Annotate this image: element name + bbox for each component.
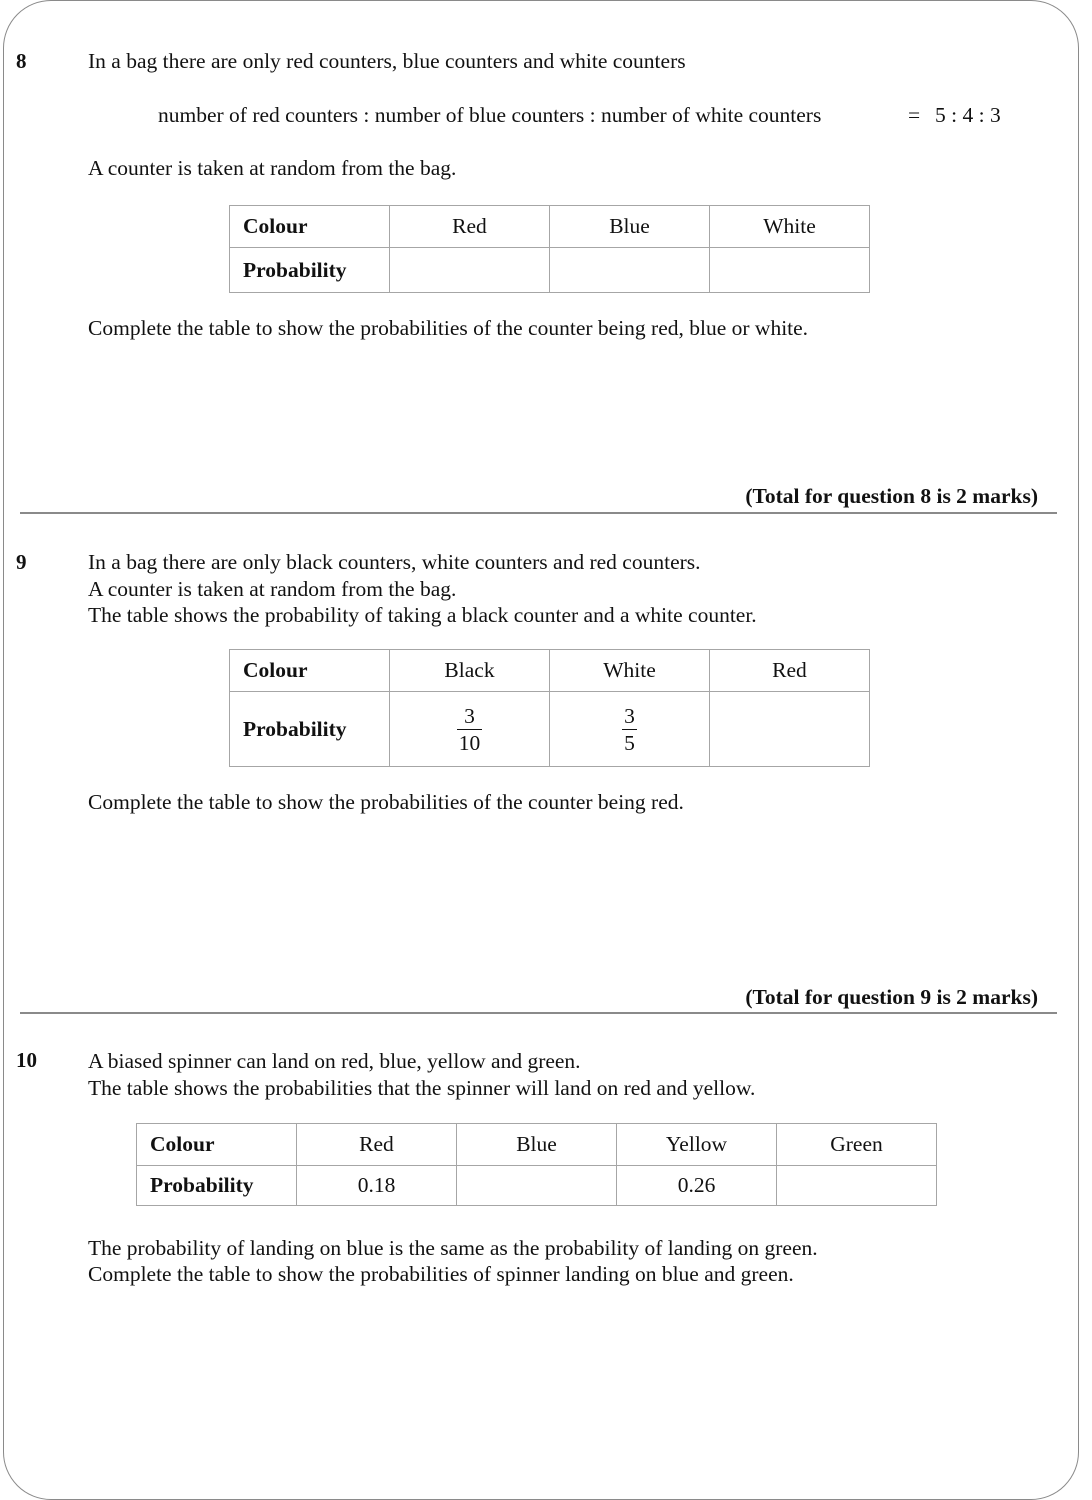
column-blue: Blue: [550, 206, 710, 248]
answer-cell-green[interactable]: [777, 1166, 937, 1206]
answer-cell-red[interactable]: [390, 248, 550, 293]
question-9-total: (Total for question 9 is 2 marks): [745, 985, 1038, 1009]
column-red: Red: [710, 650, 870, 692]
question-9-line-2: A counter is taken at random from the bag.: [88, 577, 457, 601]
column-white: White: [550, 650, 710, 692]
fraction-numerator: 3: [464, 703, 475, 728]
question-8-instruction: Complete the table to show the probabilities of the counter being red, blue or white.: [88, 316, 809, 340]
probability-cell-red: 0.18: [297, 1166, 457, 1206]
question-9-line-3: The table shows the probability of taking a black counter and a white counter.: [88, 603, 757, 627]
table-header-label: Colour: [230, 206, 390, 248]
probability-cell-yellow: 0.26: [617, 1166, 777, 1206]
table-probability-row: [230, 692, 870, 767]
question-8-ratio-text: number of red counters : number of blue counters : number of white counters: [158, 103, 822, 127]
column-black: Black: [390, 650, 550, 692]
table-header-label: Colour: [230, 650, 390, 692]
probability-cell-white: [550, 692, 710, 767]
question-8-random: A counter is taken at random from the bag.: [88, 156, 457, 180]
question-8-number: 8: [16, 49, 27, 73]
answer-cell-white[interactable]: [710, 248, 870, 293]
column-green: Green: [777, 1124, 937, 1166]
divider: [20, 1012, 1057, 1014]
probability-cell-black: [390, 692, 550, 767]
answer-cell-red[interactable]: [710, 692, 870, 767]
table-row-label: Probability: [230, 692, 390, 767]
question-8-intro: In a bag there are only red counters, blue counters and white counters: [88, 49, 686, 73]
answer-cell-blue[interactable]: [457, 1166, 617, 1206]
question-9-instruction: Complete the table to show the probabilities of the counter being red.: [88, 790, 684, 814]
table-header-row: [230, 650, 870, 692]
table-row-label: Probability: [230, 248, 390, 293]
question-10-line-2: The table shows the probabilities that the spinner will land on red and yellow.: [88, 1076, 756, 1100]
fraction-denominator: 5: [624, 730, 635, 755]
column-white: White: [710, 206, 870, 248]
question-10-instruction-1: The probability of landing on blue is the same as the probability of landing on green.: [88, 1236, 818, 1260]
divider: [20, 512, 1057, 514]
question-8-ratio-value: 5 : 4 : 3: [935, 103, 1001, 127]
column-yellow: Yellow: [617, 1124, 777, 1166]
question-9-table: [229, 649, 870, 767]
question-8-total: (Total for question 8 is 2 marks): [745, 484, 1038, 508]
question-8-table: [229, 205, 870, 293]
table-header-label: Colour: [137, 1124, 297, 1166]
answer-cell-blue[interactable]: [550, 248, 710, 293]
question-10-instruction-2: Complete the table to show the probabilities of spinner landing on blue and green.: [88, 1262, 794, 1286]
column-red: Red: [297, 1124, 457, 1166]
table-probability-row: [137, 1166, 937, 1206]
fraction-denominator: 10: [458, 730, 481, 755]
fraction-black: [457, 703, 483, 756]
fraction-white: [622, 703, 637, 756]
table-header-row: [230, 206, 870, 248]
table-row-label: Probability: [137, 1166, 297, 1206]
question-10-number: 10: [16, 1048, 37, 1072]
fraction-numerator: 3: [624, 703, 635, 728]
question-8-ratio-equals: =: [908, 103, 921, 127]
question-9-number: 9: [16, 550, 27, 574]
table-probability-row: [230, 248, 870, 293]
question-10-table: [136, 1123, 937, 1206]
column-red: Red: [390, 206, 550, 248]
column-blue: Blue: [457, 1124, 617, 1166]
question-10-line-1: A biased spinner can land on red, blue, yellow and green.: [88, 1049, 581, 1073]
table-header-row: [137, 1124, 937, 1166]
question-9-line-1: In a bag there are only black counters, white counters and red counters.: [88, 550, 701, 574]
